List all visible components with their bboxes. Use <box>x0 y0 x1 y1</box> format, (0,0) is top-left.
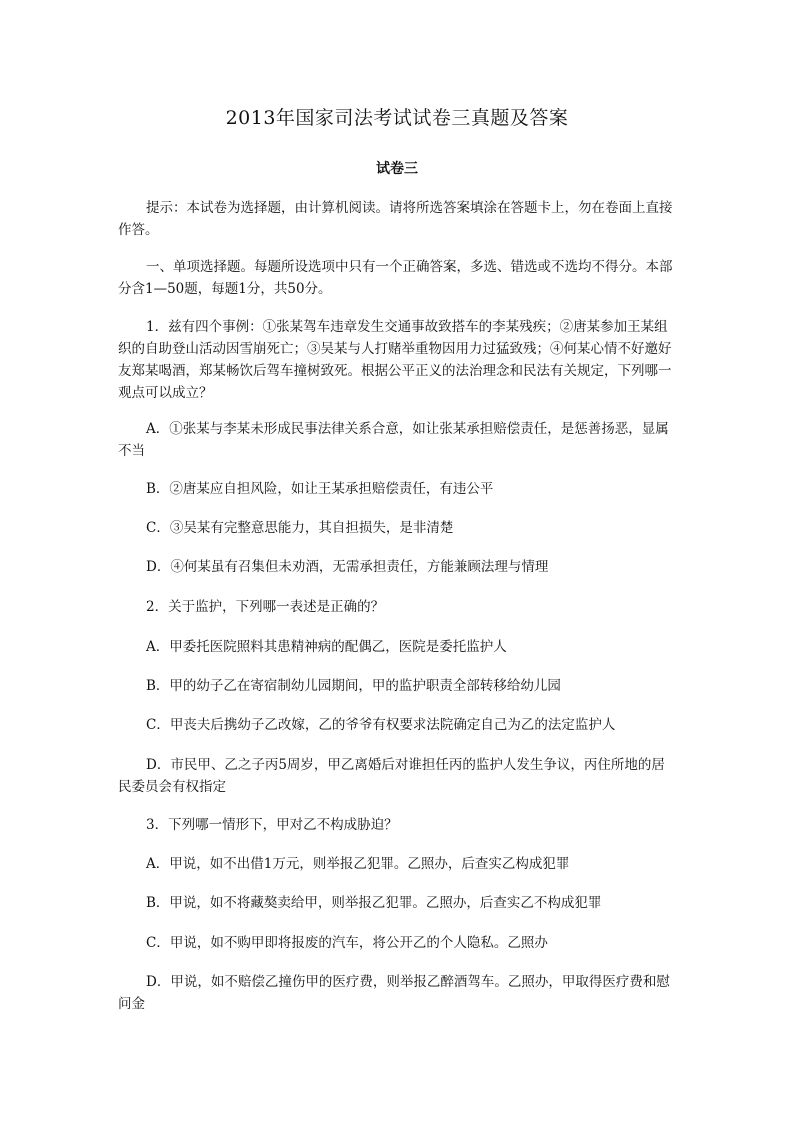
question-stem: 3．下列哪一情形下，甲对乙不构成胁迫？ <box>146 817 398 833</box>
question-stem: 2．关于监护，下列哪一表述是正确的？ <box>146 599 385 615</box>
question-option: C．甲说，如不购甲即将报废的汽车，将公开乙的个人隐私。乙照办 <box>146 935 548 951</box>
question-option: A．①张某与李某未形成民事法律关系合意，如让张某承担赔偿责任，是惩善扬恶，显属不当 <box>118 421 669 459</box>
question-option: A．甲委托医院照料其患精神病的配偶乙，医院是委托监护人 <box>146 639 507 655</box>
question-option: D．市民甲、乙之子丙5周岁，甲乙离婚后对谁担任丙的监护人发生争议，丙住所地的居民委员会有权指定 <box>118 757 665 795</box>
question-option: D．甲说，如不赔偿乙撞伤甲的医疗费，则举报乙醉酒驾车。乙照办，甲取得医疗费和慰问金 <box>118 974 670 1012</box>
question-option: D．④何某虽有召集但未劝酒，无需承担责任，方能兼顾法理与情理 <box>146 559 549 575</box>
exam-tip: 提示：本试卷为选择题，由计算机阅读。请将所选答案填涂在答题卡上，勿在卷面上直接作答。 <box>118 200 673 238</box>
question-option: B．②唐某应自担风险，如让王某承担赔偿责任，有违公平 <box>146 481 494 497</box>
question-option: C．甲丧夫后携幼子乙改嫁，乙的爷爷有权要求法院确定自己为乙的法定监护人 <box>146 717 616 733</box>
question-stem: 1．兹有四个事例：①张某驾车违章发生交通事故致搭车的李某残疾；②唐某参加王某组织的自助登山活动因雪崩死亡；③吴某与人打赌举重物因用力过猛致残；④何某心情不好邀好友郑某喝酒，郑某畅饮后驾车撞树致死。根据公平正义的法治理念和民法有关规定，下列哪一观点可以成立？ <box>118 319 672 401</box>
question-option: B．甲说，如不将藏獒卖给甲，则举报乙犯罪。乙照办，后查实乙不构成犯罪 <box>146 895 602 911</box>
question-option: C．③吴某有完整意思能力，其自担损失，是非清楚 <box>146 520 454 536</box>
paper-subtitle: 试卷三 <box>376 161 418 177</box>
question-option: A．甲说，如不出借1万元，则举报乙犯罪。乙照办，后查实乙构成犯罪 <box>146 856 570 872</box>
section-heading: 一、单项选择题。每题所设选项中只有一个正确答案，多选、错选或不选均不得分。本部分含1—50题，每题1分，共50分。 <box>118 259 673 297</box>
question-option: B．甲的幼子乙在寄宿制幼儿园期间，甲的监护职责全部转移给幼儿园 <box>146 678 561 694</box>
page-title: 2013年国家司法考试试卷三真题及答案 <box>225 107 569 129</box>
